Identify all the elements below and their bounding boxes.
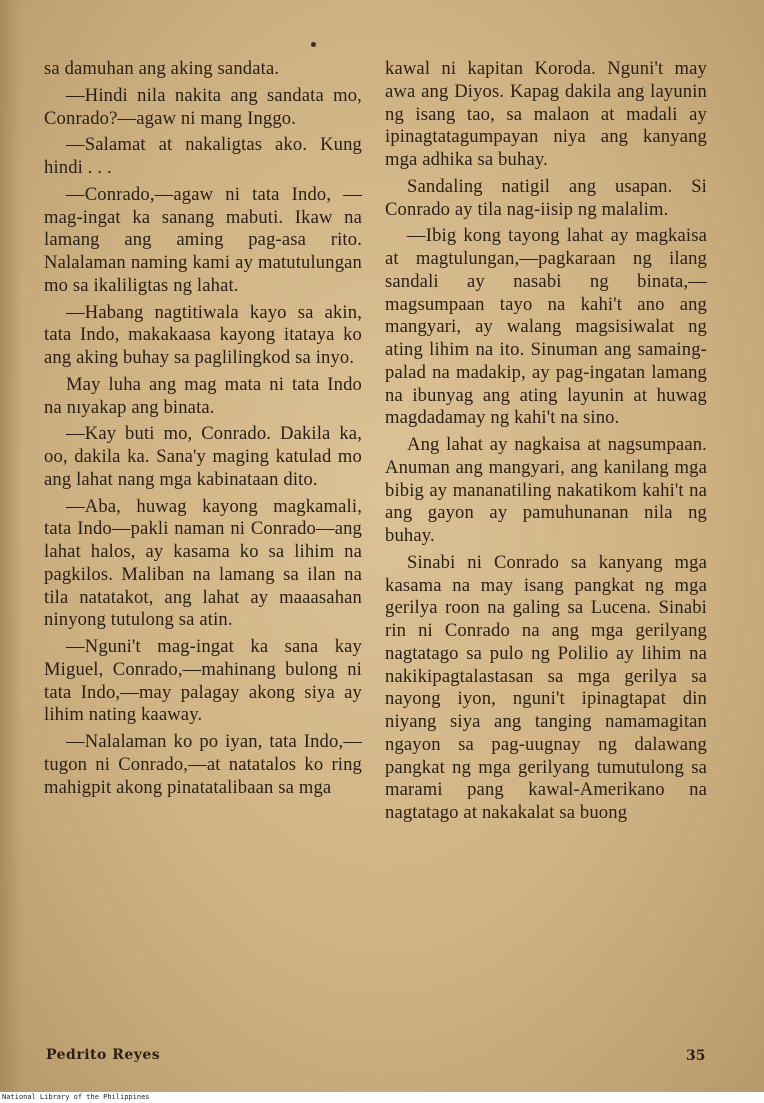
paragraph: —Aba, huwag kayong magkamali, tata Indo—pakli naman ni Conrado—ang lahat halos, ay kasama ko sa lihim na pagkilos. Maliban na lamang sa ilan na tila natatakot, ang lahat ay maaasahan ninyong tutulong sa atin. <box>44 495 362 631</box>
author-name: Pedrito Reyes <box>46 1047 161 1063</box>
paragraph: —Salamat at nakaligtas ako. Kung hindi . . . <box>44 134 362 178</box>
paragraph: Sinabi ni Conrado sa kanyang mga kasama na may isang pangkat ng mga gerilya roon na galing sa Lucena. Sinabi rin ni Conrado na ang mga gerilyang nagtatago sa pulo ng Polilio ay lihim na nakikipagtalastasan sa mga gerilya sa nayong iyon, nguni't ipinagtapat din niyang siya ang tanging namamagitan ngayon sa pag-uugnay ng dalawang pangkat ng mga gerilyang tumutulong sa marami pang kawal-Amerikano na nagtatago at nakakalat sa buong <box>385 551 707 823</box>
paragraph: —Kay buti mo, Conrado. Dakila ka, oo, dakila ka. Sana'y maging katulad mo ang lahat nang mga kabinataan dito. <box>44 423 362 490</box>
paragraph: sa damuhan ang aking sandata. <box>44 58 280 79</box>
paragraph: —Hindi nila nakita ang sandata mo, Conrado?—agaw ni mang Inggo. <box>44 84 362 129</box>
right-column <box>385 58 707 829</box>
page-edge-shadow <box>0 0 22 1092</box>
paragraph: —Habang nagtitiwala kayo sa akin, tata Indo, makakaasa kayong itataya ko ang aking buhay sa paglilingkod sa inyo. <box>44 301 362 368</box>
watermark-text: National Library of the Philippines <box>2 1093 150 1101</box>
watermark-strip <box>0 1092 764 1103</box>
paragraph: Ang lahat ay nagkaisa at nagsumpaan. Anuman ang mangyari, ang kanilang mga bibig ay mananatiling nakatikom kahi't na ang gayon ay pamuhunanan nila ng buhay. <box>385 434 707 546</box>
paragraph: Sandaling natigil ang usapan. Si Conrado ay tila nag-iisip ng malalim. <box>385 175 707 220</box>
left-column <box>44 58 362 803</box>
page-number: 35 <box>686 1048 706 1064</box>
paragraph: —Conrado,—agaw ni tata Indo, — mag-ingat ka sanang mabuti. Ikaw na lamang ang aming pag-asa rito. Nalalaman naming kami ay matutulungan mo sa ikaliligtas ng lahat. <box>44 183 362 296</box>
paragraph: —Nguni't mag-ingat ka sana kay Miguel, Conrado,—mahinang bulong ni tata Indo,—may palagay akong siya ay lihim nating kaaway. <box>44 636 362 726</box>
ink-dot <box>311 42 316 47</box>
paragraph: —Ibig kong tayong lahat ay magkaisa at magtulungan,—pagkaraan ng ilang sandali ay nasabi ng binata,—magsumpaan tayo na kahi't ano ang mangyari, ay walang magsisiwalat ng ating lihim na ito. Sinuman ang samaing-palad na madakip, ay pag-ingatan lamang na ibunyag ang ating layunin at huwag magdadamay ng kahi't na sino. <box>385 225 707 429</box>
paragraph: May luha ang mag mata ni tata Indo na nıyakap ang binata. <box>44 373 362 418</box>
paragraph: kawal ni kapitan Koroda. Nguni't may awa ang Diyos. Kapag dakila ang layunin ng isang tao, sa malaon at madali ay ipinagtatagumpayan niya ang kanyang mga adhika sa buhay. <box>385 58 707 170</box>
paragraph: —Nalalaman ko po iyan, tata Indo,—tugon ni Conrado,—at natatalos ko ring mahigpit akong pinatatalibaan sa mga <box>44 731 362 798</box>
